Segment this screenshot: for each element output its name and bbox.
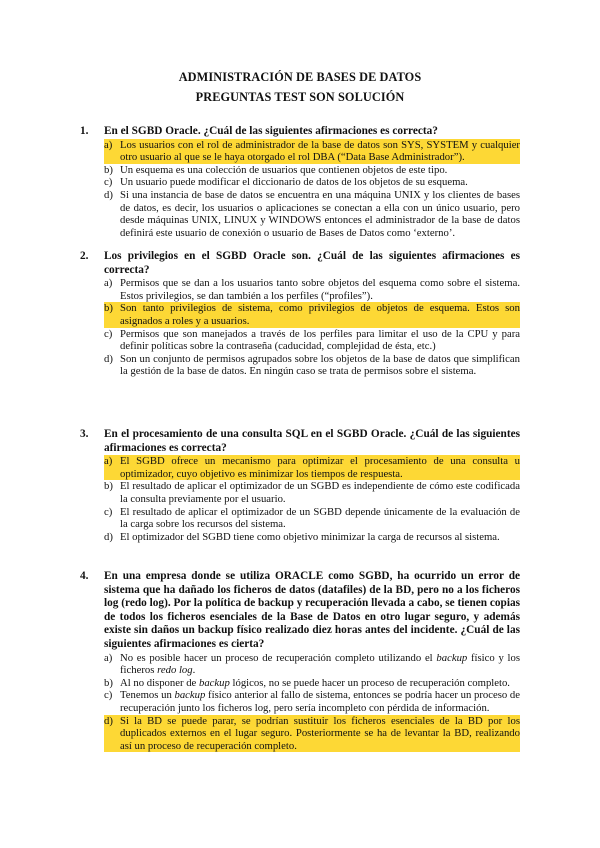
- option-list: [104, 139, 520, 240]
- option-letter: c): [104, 176, 113, 189]
- option-list: [104, 455, 520, 543]
- option-letter: a): [104, 138, 113, 151]
- option-letter: a): [104, 651, 113, 664]
- question-1: [80, 125, 520, 239]
- option: [104, 652, 520, 677]
- option-letter: c): [104, 505, 113, 518]
- option-letter: d): [104, 352, 113, 365]
- option-letter: b): [104, 163, 113, 176]
- document-title: ADMINISTRACIÓN DE BASES DE DATOS: [178, 70, 422, 84]
- option-text: Un usuario puede modificar el diccionario de datos de los objetos de su esquema.: [120, 176, 468, 189]
- question-3: [80, 428, 520, 543]
- option-text: Si una instancia de base de datos se encuentra en una máquina UNIX y los clientes de bases de datos, es decir, los usuarios o aplicaciones se conectan a ella con un único usuario, pero desde máquinas UNIX, LINUX y WINDOWS entonces el administrador de la base de datos definirá este usuario de conexión o usuario de Bases de Datos como ‘externo’.: [120, 188, 520, 239]
- option: [104, 277, 520, 302]
- option: [104, 531, 520, 544]
- option-text: Permisos que se dan a los usuarios tanto sobre objetos del esquema como sobre el sistema. Estos privilegios, se dan también a los perfiles (“profiles”).: [120, 277, 520, 302]
- option: [104, 164, 520, 177]
- option-list: [104, 277, 520, 378]
- option-letter: a): [104, 455, 113, 468]
- option: [104, 189, 520, 239]
- option-text: Al no disponer de backup lógicos, no se puede hacer un proceso de recuperación completo.: [120, 676, 510, 689]
- option: [104, 353, 520, 378]
- option: [104, 689, 520, 714]
- option-text: Permisos que son manejados a través de los perfiles para limitar el uso de la CPU y para definir políticas sobre la contraseña (caducidad, complejidad de ésta, etc.): [120, 327, 520, 353]
- question-number: 3.: [80, 428, 89, 440]
- option-text: Son tanto privilegios de sistema, como privilegios de objetos de esquema. Estos son asignados a roles y a usuarios.: [120, 302, 520, 327]
- question-number: 2.: [80, 250, 89, 262]
- option-text: El optimizador del SGBD tiene como objetivo minimizar la carga de recursos al sistema.: [120, 530, 500, 543]
- option: [104, 176, 520, 189]
- option-letter: d): [104, 530, 113, 543]
- option-text: No es posible hacer un proceso de recuperación completo utilizando el backup físico y los ficheros redo log.: [120, 651, 521, 677]
- question-text: Los privilegios en el SGBD Oracle son. ¿Cuál de las siguientes afirmaciones es correcta?: [104, 250, 520, 276]
- option-letter: b): [104, 302, 113, 315]
- option: [104, 480, 520, 505]
- option-letter: c): [104, 689, 113, 702]
- question-4: [80, 570, 520, 752]
- question-text: En el SGBD Oracle. ¿Cuál de las siguientes afirmaciones es correcta?: [104, 125, 438, 137]
- option: [104, 506, 520, 531]
- option-text: Un esquema es una colección de usuarios que contienen objetos de este tipo.: [120, 163, 448, 176]
- option-text: Los usuarios con el rol de administrador de la base de datos son SYS, SYSTEM y cualquier otro usuario al que se le haya otorgado el rol DBA (“Data Base Administrador”).: [120, 138, 520, 164]
- option-text: El resultado de aplicar el optimizador de un SGBD es independiente de cómo este codificada la consulta previamente por el usuario.: [120, 480, 520, 505]
- option-letter: b): [104, 676, 113, 689]
- option-text: Si la BD se puede parar, se podrían sustituir los ficheros esenciales de la BD por los duplicados externos en el lugar seguro. Posteriormente se ha de levantar la BD, realizando así un proceso de recuperación completo.: [120, 714, 520, 752]
- question-number: 4.: [80, 570, 89, 582]
- document-subtitle: PREGUNTAS TEST SON SOLUCIÓN: [195, 90, 405, 104]
- question-number: 1.: [80, 125, 89, 137]
- question-text: En el procesamiento de una consulta SQL en el SGBD Oracle. ¿Cuál de las siguientes afirmaciones es correcta?: [104, 428, 520, 454]
- option-correct: [104, 455, 520, 480]
- question-2: [80, 250, 520, 378]
- option-letter: b): [104, 480, 113, 493]
- option: [104, 677, 520, 690]
- option: [104, 328, 520, 353]
- option-text: Son un conjunto de permisos agrupados sobre los objetos de la base de datos que simplifican la gestión de la base de datos. En ningún caso se trata de permisos sobre el sistema.: [120, 352, 520, 378]
- option-text: El SGBD ofrece un mecanismo para optimizar el procesamiento de una consulta u optimizador, cuyo objetivo es minimizar los tiempos de respuesta.: [120, 455, 520, 480]
- option-text: El resultado de aplicar el optimizador de un SGBD depende únicamente de la evaluación de la carga sobre los recursos del sistema.: [120, 505, 520, 531]
- option-correct: [104, 302, 520, 327]
- option-correct: [104, 715, 520, 753]
- question-text: En una empresa donde se utiliza ORACLE como SGBD, ha ocurrido un error de sistema que ha dañado los ficheros de datos (datafiles) de la BD, pero no a los ficheros log (redo log). Por la política de backup y recuperación llevada a cabo, se tienen copias de todos los ficheros esenciales de la Base de Datos en otro lugar seguro, y además existe sin daños un backup físico realizado diez horas antes del incidente. ¿Cuál de las siguientes afirmaciones es cierta?: [104, 570, 520, 650]
- option-correct: [104, 139, 520, 164]
- option-letter: d): [104, 188, 113, 201]
- option-text: Tenemos un backup físico anterior al fallo de sistema, entonces se podría hacer un proceso de recuperación junto los ficheros log, pero sería incompleto con pérdida de información.: [120, 689, 520, 714]
- option-letter: a): [104, 277, 113, 290]
- option-list: [104, 652, 520, 753]
- option-letter: c): [104, 327, 113, 340]
- option-letter: d): [104, 714, 113, 727]
